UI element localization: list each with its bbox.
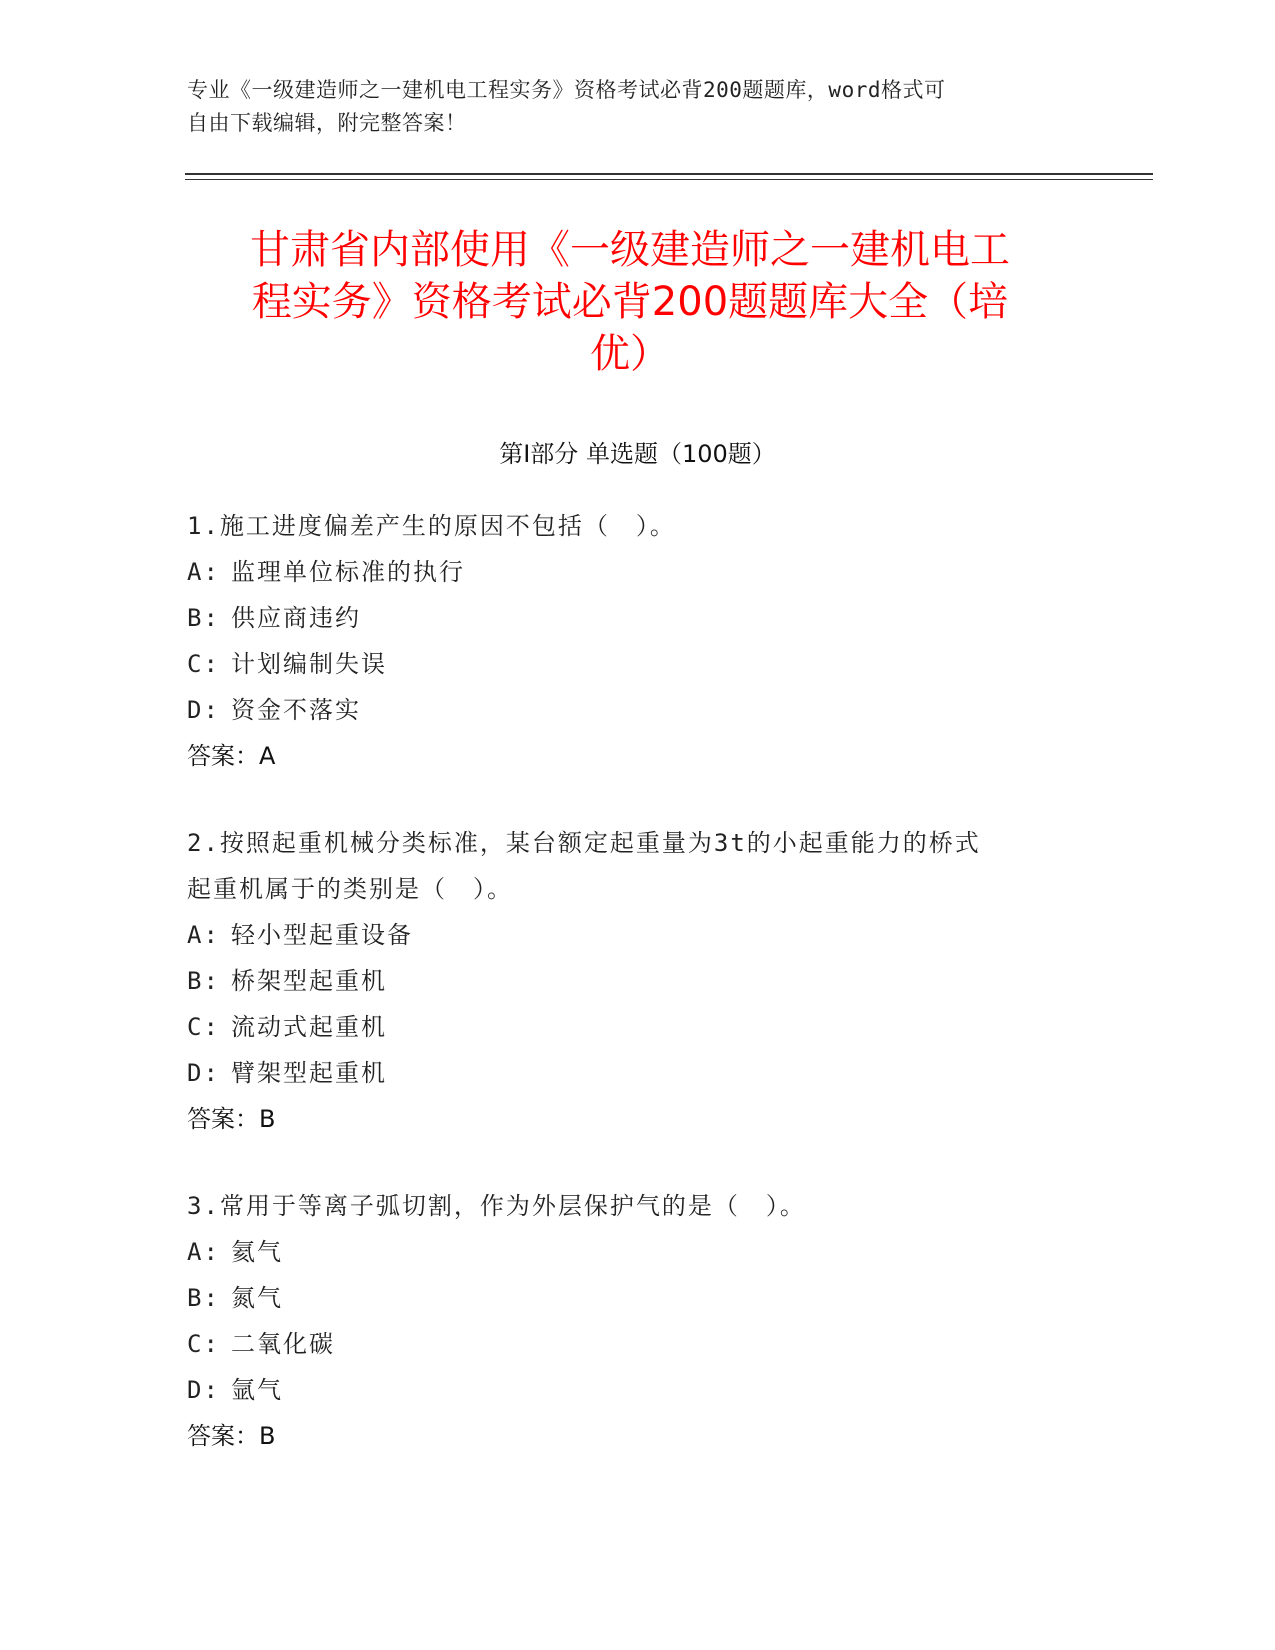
option-letter: D: — [187, 1059, 220, 1087]
question-3-option-a — [187, 1229, 1087, 1275]
option-text: 二氧化碳 — [231, 1330, 335, 1358]
question-1-option-b — [187, 595, 1087, 641]
question-3-stem: 3.常用于等离子弧切割，作为外层保护气的是（ ）。 — [187, 1192, 806, 1220]
question-2-option-c — [187, 1004, 1087, 1050]
option-letter: A: — [187, 921, 220, 949]
header-note-line-1: 专业《一级建造师之一建机电工程实务》资格考试必背200题题库，word格式可 — [187, 78, 946, 102]
document-title-line-2: 程实务》资格考试必背200题题库大全（培 — [251, 279, 1009, 325]
question-1 — [187, 503, 1087, 779]
question-3-answer: 答案：B — [187, 1422, 276, 1450]
question-2 — [187, 820, 1087, 1142]
question-2-option-b — [187, 958, 1087, 1004]
document-title-line-3: 优） — [590, 331, 670, 377]
question-3-option-d — [187, 1367, 1087, 1413]
question-3-option-b — [187, 1275, 1087, 1321]
option-letter: A: — [187, 1238, 220, 1266]
option-letter: C: — [187, 1330, 220, 1358]
option-letter: B: — [187, 604, 220, 632]
option-text: 监理单位标准的执行 — [231, 558, 465, 586]
header-divider-thin — [185, 179, 1153, 180]
question-1-option-d — [187, 687, 1087, 733]
question-2-answer: 答案：B — [187, 1105, 276, 1133]
option-letter: C: — [187, 1013, 220, 1041]
header-note — [187, 74, 1067, 140]
option-letter: D: — [187, 1376, 220, 1404]
option-text: 轻小型起重设备 — [231, 921, 413, 949]
option-letter: A: — [187, 558, 220, 586]
option-letter: B: — [187, 967, 220, 995]
option-letter: C: — [187, 650, 220, 678]
question-2-option-d — [187, 1050, 1087, 1096]
option-text: 臂架型起重机 — [231, 1059, 387, 1087]
question-1-option-a — [187, 549, 1087, 595]
question-1-answer: 答案：A — [187, 742, 276, 770]
option-text: 氩气 — [231, 1376, 283, 1404]
question-1-option-c — [187, 641, 1087, 687]
option-text: 供应商违约 — [231, 604, 361, 632]
question-1-stem: 1.施工进度偏差产生的原因不包括（ ）。 — [187, 512, 676, 540]
header-divider-thick — [185, 173, 1153, 175]
option-text: 氮气 — [231, 1284, 283, 1312]
option-text: 氦气 — [231, 1238, 283, 1266]
option-letter: D: — [187, 696, 220, 724]
document-title-line-1: 甘肃省内部使用《一级建造师之一建机电工 — [250, 227, 1010, 273]
option-text: 资金不落实 — [231, 696, 361, 724]
question-3 — [187, 1183, 1087, 1459]
option-text: 桥架型起重机 — [231, 967, 387, 995]
option-text: 计划编制失误 — [231, 650, 387, 678]
section-title: 第I部分 单选题（100题） — [499, 440, 776, 468]
question-2-option-a — [187, 912, 1087, 958]
question-3-option-c — [187, 1321, 1087, 1367]
question-2-stem-line-1: 2.按照起重机械分类标准，某台额定起重量为3t的小起重能力的桥式 — [187, 829, 981, 857]
option-text: 流动式起重机 — [231, 1013, 387, 1041]
question-2-stem-line-2: 起重机属于的类别是（ ）。 — [187, 875, 513, 903]
document-title — [195, 224, 1065, 380]
option-letter: B: — [187, 1284, 220, 1312]
header-note-line-2: 自由下载编辑，附完整答案！ — [187, 111, 467, 135]
